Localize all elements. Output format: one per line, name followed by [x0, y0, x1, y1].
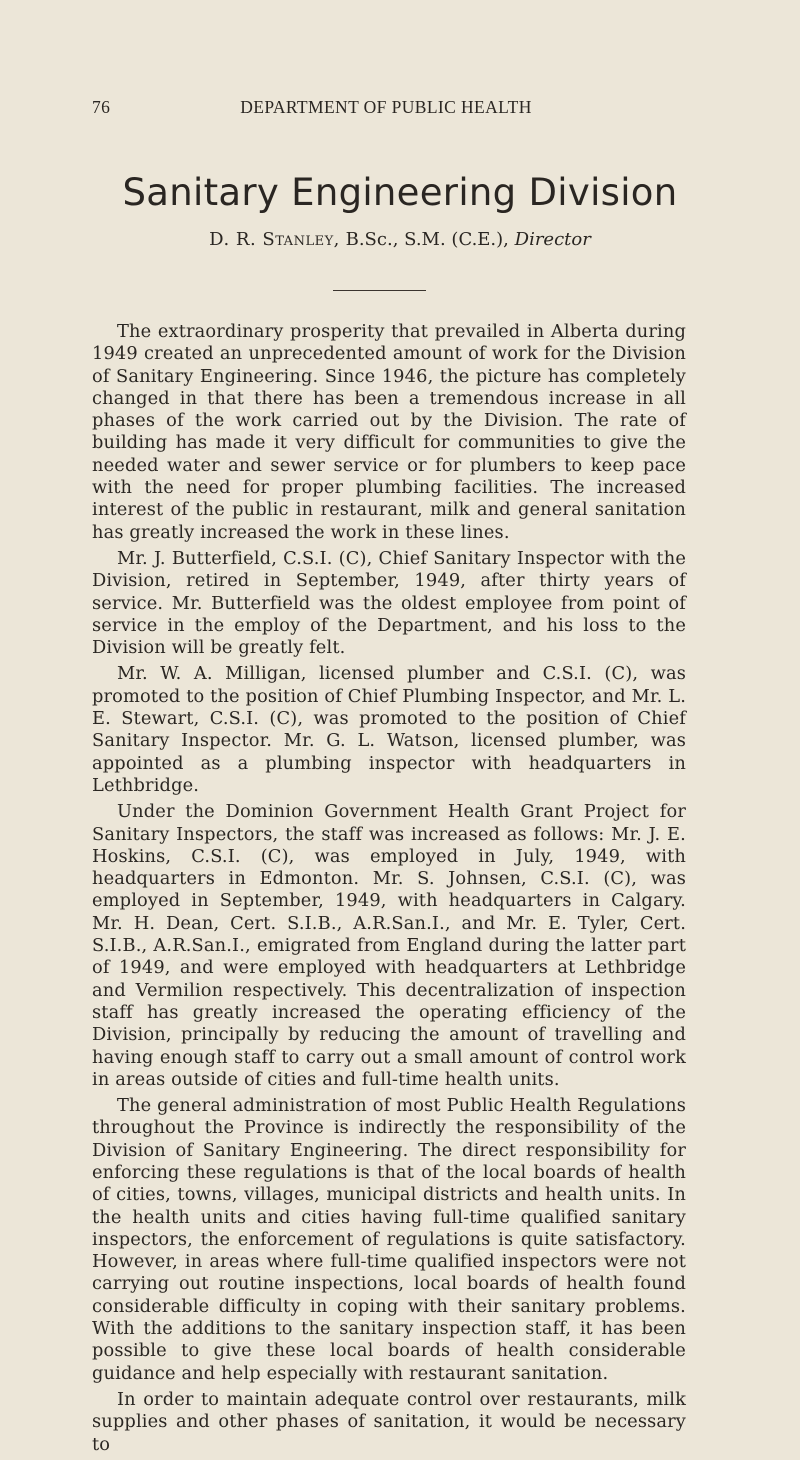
page-number: 76 [92, 97, 111, 117]
paragraph: Mr. W. A. Milligan, licensed plumber and C.S.I. (C), was promoted to the position of Chief Plumbing Inspector, and Mr. L. E. Stewart, C.S.I. (C), was promoted to the position of Chief Sanitary Inspector. Mr. G. L. Watson, licensed plumber, was appointed as a plumbing inspector with headquarters in Lethbridge. [92, 663, 686, 796]
director-credentials: B.Sc., S.M. (C.E.), [345, 229, 509, 250]
director-line [0, 228, 800, 252]
body-text [92, 321, 686, 1460]
director-role: Director [514, 229, 591, 250]
section-divider [333, 290, 426, 291]
paragraph: Under the Dominion Government Health Grant Project for Sanitary Inspectors, the staff was increased as follows: Mr. J. E. Hoskins, C.S.I. (C), was employed in July, 1949, with headquarters in Edmonton. Mr. S. Johnsen, C.S.I. (C), was employed in September, 1949, with headquarters in Calgary. Mr. H. Dean, Cert. S.I.B., A.R.San.I., and Mr. E. Tyler, Cert. S.I.B., A.R.San.I., emigrated from England during the latter part of 1949, and were employed with headquarters at Lethbridge and Vermilion respectively. This decentralization of inspection staff has greatly increased the operating efficiency of the Division, principally by reducing the amount of travelling and having enough staff to carry out a small amount of control work in areas outside of cities and full-time health units. [92, 801, 686, 1090]
running-header [92, 97, 680, 121]
director-name: D. R. Stanley, [209, 229, 340, 250]
paragraph: The extraordinary prosperity that prevailed in Alberta during 1949 created an unprecedented amount of work for the Division of Sanitary Engineering. Since 1946, the picture has completely changed in that there has been a tremendous increase in all phases of the work carried out by the Division. The rate of building has made it very difficult for communities to give the needed water and sewer service or for plumbers to keep pace with the need for proper plumbing facilities. The increased interest of the public in restaurant, milk and general sanitation has greatly increased the work in these lines. [92, 321, 686, 543]
paragraph: Mr. J. Butterfield, C.S.I. (C), Chief Sanitary Inspector with the Division, retired in September, 1949, after thirty years of service. Mr. Butterfield was the oldest employee from point of service in the employ of the Department, and his loss to the Division will be greatly felt. [92, 547, 686, 659]
paragraph: In order to maintain adequate control over restaurants, milk supplies and other phases of sanitation, it would be necessary to [92, 1388, 686, 1455]
section-title: Sanitary Engineering Division [122, 171, 678, 214]
paragraph: The general administration of most Public Health Regulations throughout the Province is indirectly the responsibility of the Division of Sanitary Engineering. The direct responsibility for enforcing these regulations is that of the local boards of health of cities, towns, villages, municipal districts and health units. In the health units and cities having full-time qualified sanitary inspectors, the enforcement of regulations is quite satisfactory. However, in areas where full-time qualified inspectors were not carrying out routine inspections, local boards of health found considerable difficulty in coping with their sanitary problems. With the additions to the sanitary inspection staff, it has been possible to give these local boards of health considerable guidance and help especially with restaurant sanitation. [92, 1095, 686, 1384]
running-title: DEPARTMENT OF PUBLIC HEALTH [240, 97, 532, 117]
